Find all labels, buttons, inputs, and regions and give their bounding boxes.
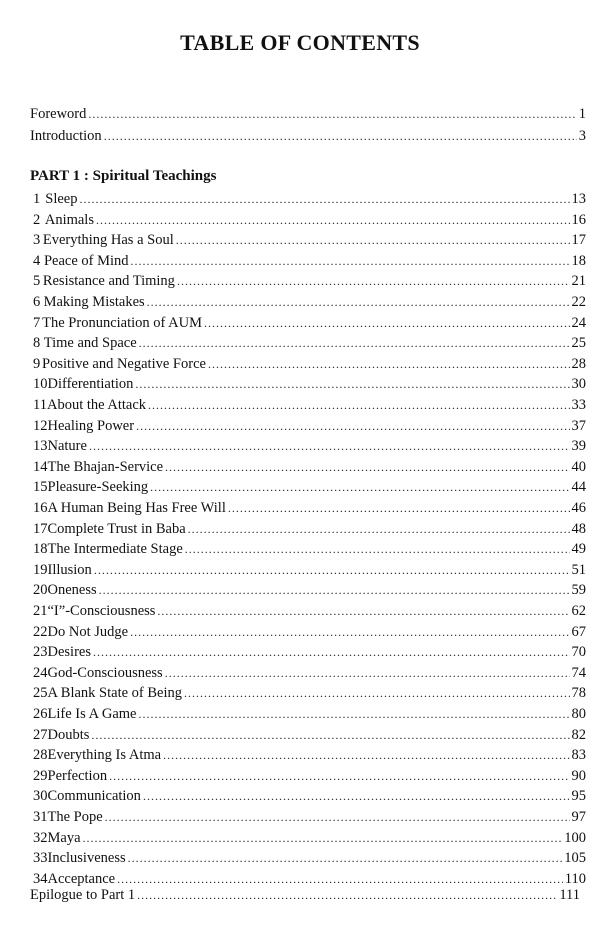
dot-leader [165, 663, 570, 683]
entry-label: Acceptance [47, 870, 116, 887]
chapter-number: 18 [33, 541, 48, 558]
chapter-number: 2 [33, 211, 41, 228]
entry-page: 3 [578, 128, 586, 144]
chapter-number: 22 [33, 623, 48, 640]
chapter-number: 27 [33, 726, 48, 743]
entry-label: Everything Is Atma [47, 747, 162, 764]
entry-label: Peace of Mind [43, 252, 129, 269]
chapter-number: 3 [33, 232, 41, 249]
entry-label: Illusion [47, 561, 92, 578]
toc-entry-chapter[interactable] [33, 271, 586, 291]
chapter-number: 31 [33, 809, 48, 825]
dot-leader [177, 271, 570, 291]
entry-page: 17 [571, 232, 586, 249]
chapter-number: 13 [33, 438, 48, 455]
toc-entry-chapter[interactable] [33, 354, 586, 374]
entry-page: 30 [571, 376, 586, 393]
entry-page: 111 [559, 887, 580, 903]
dot-leader [137, 885, 557, 905]
dot-leader [93, 642, 570, 662]
toc-entry-chapter[interactable] [33, 848, 586, 868]
toc-entry-chapter[interactable] [33, 251, 586, 271]
entry-label: Epilogue to Part 1 [30, 887, 136, 903]
entry-label: Nature [47, 438, 87, 455]
entry-label: Differentiation [47, 376, 134, 393]
dot-leader [94, 560, 570, 580]
chapter-number: 21 [33, 603, 48, 619]
dot-leader [91, 725, 569, 745]
entry-page: 97 [571, 809, 586, 825]
entry-label: A Human Being Has Free Will [47, 500, 226, 516]
toc-entry-introduction[interactable] [30, 126, 586, 146]
chapter-number: 7 [33, 314, 41, 331]
chapter-number: 19 [33, 561, 48, 578]
toc-entry-chapter[interactable] [33, 622, 586, 642]
dot-leader [79, 189, 569, 209]
toc-entry-chapter[interactable] [33, 663, 586, 683]
dot-leader [104, 126, 577, 146]
entry-page: 18 [571, 252, 586, 269]
dot-leader [83, 828, 563, 848]
toc-entry-epilogue[interactable] [30, 885, 580, 905]
entry-page: 22 [571, 294, 586, 310]
entry-label: Doubts [47, 726, 90, 743]
entry-label: Perfection [47, 767, 108, 784]
dot-leader [143, 786, 570, 806]
dot-leader [139, 333, 570, 353]
entry-page: 28 [571, 355, 586, 372]
chapter-number: 20 [33, 582, 48, 599]
toc-entry-chapter[interactable] [33, 210, 586, 230]
entry-page: 110 [564, 870, 586, 887]
dot-leader [99, 580, 570, 600]
toc-entry-chapter[interactable] [33, 786, 586, 806]
entry-label: Life Is A Game [47, 706, 137, 722]
chapter-number: 26 [33, 706, 48, 722]
entry-page: 59 [571, 582, 586, 599]
chapter-number: 32 [33, 829, 48, 846]
dot-leader [136, 416, 569, 436]
entry-label: Introduction [30, 128, 102, 144]
chapter-number: 15 [33, 479, 48, 496]
toc-entry-chapter[interactable] [33, 457, 586, 477]
entry-page: 82 [571, 726, 586, 743]
chapter-number: 9 [33, 355, 41, 372]
entry-page: 24 [571, 314, 586, 331]
toc-entry-chapter[interactable] [33, 436, 586, 456]
chapter-number: 16 [33, 500, 48, 516]
entry-label: The Pronunciation of AUM [42, 314, 203, 331]
entry-label: The Bhajan-Service [47, 458, 164, 475]
dot-leader [176, 230, 570, 250]
dot-leader [88, 104, 576, 124]
entry-page: 25 [571, 335, 586, 352]
toc-entry-chapter[interactable] [33, 539, 586, 559]
entry-page: 105 [564, 850, 586, 867]
toc-entry-chapter[interactable] [33, 374, 586, 394]
dot-leader [96, 210, 570, 230]
entry-label: Positive and Negative Force [42, 355, 206, 372]
chapter-number: 17 [33, 520, 48, 537]
toc-entry-chapter[interactable] [33, 807, 586, 827]
entry-page: 37 [571, 417, 586, 434]
entry-label: The Intermediate Stage [47, 541, 183, 558]
entry-page: 78 [571, 685, 586, 702]
entry-page: 83 [571, 747, 586, 764]
part-heading: PART 1 : Spiritual Teachings [30, 168, 217, 184]
entry-page: 40 [571, 458, 586, 475]
entry-page: 51 [571, 561, 586, 578]
entry-label: Animals [44, 211, 94, 228]
entry-label: Do Not Judge [47, 623, 129, 640]
chapter-number: 29 [33, 767, 48, 784]
entry-label: Time and Space [43, 335, 137, 352]
entry-label: Maya [47, 829, 81, 846]
dot-leader [165, 457, 569, 477]
entry-label: Desires [47, 644, 91, 661]
dot-leader [184, 683, 569, 703]
entry-label: Inclusiveness [47, 850, 126, 867]
chapter-number: 5 [33, 273, 41, 290]
entry-label: Pleasure-Seeking [47, 479, 149, 496]
chapter-number: 24 [33, 664, 48, 681]
toc-entry-chapter[interactable] [33, 766, 586, 786]
entry-label: About the Attack [46, 397, 147, 413]
dot-leader [157, 601, 569, 621]
entry-page: 74 [571, 664, 586, 681]
chapter-number: 25 [33, 685, 48, 702]
toc-entry-chapter[interactable] [33, 477, 586, 497]
entry-page: 16 [571, 211, 586, 228]
chapter-number: 34 [33, 870, 48, 887]
chapter-number: 6 [33, 294, 41, 310]
dot-leader [109, 766, 569, 786]
dot-leader [228, 498, 570, 518]
toc-entry-chapter[interactable] [33, 313, 586, 333]
entry-page: 21 [571, 273, 586, 290]
toc-entry-chapter[interactable] [33, 395, 586, 415]
entry-page: 46 [571, 500, 586, 516]
dot-leader [128, 848, 563, 868]
toc-entry-chapter[interactable] [33, 828, 586, 848]
chapter-number: 30 [33, 788, 48, 805]
chapter-number: 4 [33, 252, 41, 269]
chapter-number: 11 [33, 397, 47, 413]
entry-page: 44 [571, 479, 586, 496]
entry-page: 13 [571, 191, 586, 207]
toc-entry-chapter[interactable] [33, 498, 586, 518]
dot-leader [188, 519, 570, 539]
dot-leader [204, 313, 569, 333]
entry-label: God-Consciousness [47, 664, 163, 681]
dot-leader [150, 477, 569, 497]
entry-label: Making Mistakes [43, 294, 145, 310]
dot-leader [131, 251, 570, 271]
toc-entry-chapter[interactable] [33, 416, 586, 436]
entry-label: Sleep [45, 191, 78, 207]
entry-label: Resistance and Timing [42, 273, 175, 290]
toc-entry-chapter[interactable] [33, 292, 586, 312]
entry-page: 49 [571, 541, 586, 558]
toc-entry-chapter[interactable] [33, 519, 586, 539]
toc-entry-chapter[interactable] [33, 642, 586, 662]
entry-page: 33 [571, 397, 586, 413]
dot-leader [163, 745, 569, 765]
entry-page: 90 [571, 767, 586, 784]
dot-leader [139, 704, 570, 724]
toc-entry-chapter[interactable] [33, 560, 586, 580]
dot-leader [185, 539, 570, 559]
page-title: TABLE OF CONTENTS [180, 30, 420, 55]
chapter-number: 8 [33, 335, 41, 352]
toc-entry-chapter[interactable] [33, 704, 586, 724]
entry-page: 62 [571, 603, 586, 619]
entry-label: Communication [47, 788, 141, 805]
entry-page: 100 [564, 829, 586, 846]
entry-page: 80 [571, 706, 586, 722]
toc-entry-chapter[interactable] [33, 745, 586, 765]
entry-label: Foreword [30, 106, 87, 122]
entry-page: 39 [571, 438, 586, 455]
entry-page: 48 [571, 520, 586, 537]
entry-label: Oneness [47, 582, 97, 599]
chapter-number: 33 [33, 850, 48, 867]
chapter-number: 28 [33, 747, 48, 764]
chapter-number: 23 [33, 644, 48, 661]
chapter-number: 1 [33, 191, 41, 207]
dot-leader [147, 292, 570, 312]
toc-entry-chapter[interactable] [33, 601, 586, 621]
chapter-number: 14 [33, 458, 48, 475]
toc-entry-foreword[interactable] [30, 104, 586, 124]
entry-page: 95 [571, 788, 586, 805]
toc-entry-chapter[interactable] [33, 683, 586, 703]
toc-entry-chapter[interactable] [33, 189, 586, 209]
dot-leader [89, 436, 570, 456]
toc-entry-chapter[interactable] [33, 333, 586, 353]
dot-leader [208, 354, 570, 374]
toc-entry-chapter[interactable] [33, 580, 586, 600]
entry-label: “I”-Consciousness [47, 603, 156, 619]
entry-label: Complete Trust in Baba [47, 520, 186, 537]
dot-leader [135, 374, 569, 394]
chapter-number: 12 [33, 417, 48, 434]
toc-entry-chapter[interactable] [33, 230, 586, 250]
dot-leader [148, 395, 569, 415]
entry-label: The Pope [47, 809, 103, 825]
entry-label: Everything Has a Soul [42, 232, 174, 249]
entry-page: 67 [571, 623, 586, 640]
dot-leader [130, 622, 569, 642]
toc-entry-chapter[interactable] [33, 725, 586, 745]
entry-page: 1 [578, 106, 586, 122]
chapter-number: 10 [33, 376, 48, 393]
dot-leader [105, 807, 570, 827]
entry-label: Healing Power [47, 417, 135, 434]
entry-page: 70 [571, 644, 586, 661]
entry-label: A Blank State of Being [47, 685, 183, 702]
